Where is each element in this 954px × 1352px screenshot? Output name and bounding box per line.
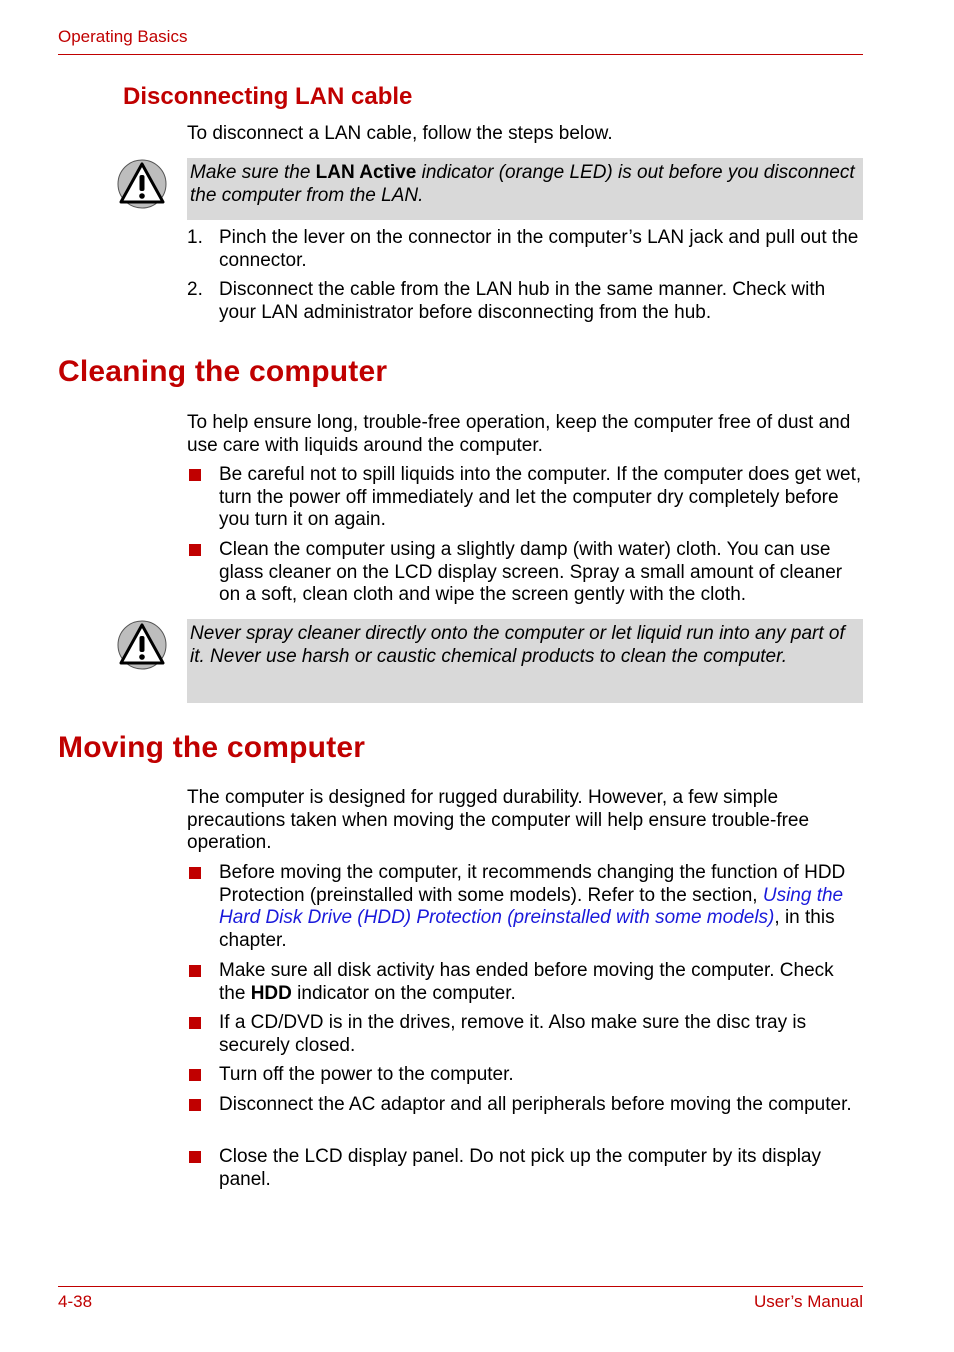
- moving-intro: The computer is designed for rugged durability. However, a few simple precautions taken when moving the computer will help ensure trouble-free operation.: [187, 787, 810, 853]
- warning-icon: [117, 159, 167, 209]
- step-number: 1.: [187, 227, 203, 248]
- heading-disconnecting-lan: Disconnecting LAN cable: [123, 83, 413, 110]
- step-text: Disconnect the cable from the LAN hub in the same manner. Check with your LAN administrator before disconnecting from the hub.: [219, 279, 826, 323]
- page-number: 4-38: [58, 1292, 93, 1311]
- running-header: Operating Basics: [58, 27, 188, 46]
- list-item-step-1: [187, 227, 863, 272]
- bold-term: HDD: [250, 982, 292, 1004]
- bullet-text-part: indicator on the computer.: [291, 982, 516, 1004]
- bullet-text: Disconnect the AC adaptor and all peripherals before moving the computer.: [219, 1094, 852, 1115]
- cleaning-intro: To help ensure long, trouble-free operation, keep the computer free of dust and use care with liquids around the computer.: [187, 412, 851, 456]
- list-item-cleaning-2: [187, 539, 863, 607]
- note-text: Make sure the: [190, 162, 316, 183]
- step-number: 2.: [187, 279, 203, 300]
- cleaning-caution-note: Never spray cleaner directly onto the computer or let liquid run into any part of it. Never use harsh or caustic chemical products to clean the computer.: [187, 619, 863, 703]
- list-item-moving-2: [187, 960, 863, 1005]
- square-bullet: [189, 544, 201, 556]
- warning-icon: [117, 620, 167, 670]
- list-item-moving-5: [187, 1094, 863, 1117]
- lan-intro: To disconnect a LAN cable, follow the steps below.: [187, 123, 613, 144]
- lan-caution-note: [187, 158, 863, 220]
- square-bullet: [189, 1151, 201, 1163]
- bullet-text: Close the LCD display panel. Do not pick up the computer by its display panel.: [219, 1146, 821, 1190]
- square-bullet: [189, 1069, 201, 1081]
- footer-rule: [58, 1286, 863, 1287]
- bullet-text-part: Before moving the computer, it recommends changing the function of HDD Protection (preinstalled with some models). Refer to the section,: [219, 862, 846, 906]
- heading-cleaning: Cleaning the computer: [58, 355, 388, 388]
- list-item-moving-4: [187, 1064, 863, 1087]
- header-rule: [58, 54, 863, 55]
- heading-moving: Moving the computer: [58, 731, 366, 764]
- note-text: indicator (orange LED) is out before you disconnect the computer from the LAN.: [190, 162, 855, 206]
- list-item-moving-3: [187, 1012, 863, 1057]
- bullet-text: If a CD/DVD is in the drives, remove it. Also make sure the disc tray is securely closed.: [219, 1012, 807, 1056]
- bullet-text: [219, 960, 863, 1005]
- square-bullet: [189, 867, 201, 879]
- footer-title: User’s Manual: [754, 1292, 863, 1311]
- hdd-protection-link[interactable]: Using the Hard Disk Drive (HDD) Protection (preinstalled with some models): [219, 884, 844, 928]
- note-bold-term: LAN Active: [315, 162, 417, 183]
- bullet-text-part: Make sure all disk activity has ended before moving the computer. Check the: [219, 960, 834, 1004]
- list-item-moving-6: [187, 1146, 863, 1191]
- square-bullet: [189, 469, 201, 481]
- bullet-text: Clean the computer using a slightly damp (with water) cloth. You can use glass cleaner on the LCD display screen. Spray a small amount of cleaner on a soft, clean cloth and wipe the screen gently with the cloth.: [219, 539, 843, 605]
- bullet-text-part: , in this chapter.: [219, 907, 835, 951]
- square-bullet: [189, 1099, 201, 1111]
- list-item-step-2: [187, 279, 863, 324]
- square-bullet: [189, 965, 201, 977]
- square-bullet: [189, 1017, 201, 1029]
- bullet-text: [219, 862, 863, 952]
- bullet-text: Turn off the power to the computer.: [219, 1064, 514, 1085]
- list-item-cleaning-1: [187, 464, 863, 532]
- list-item-moving-1: [187, 862, 863, 952]
- bullet-text: Be careful not to spill liquids into the computer. If the computer does get wet, turn the power off immediately and let the computer dry completely before you turn it on again.: [219, 464, 862, 530]
- step-text: Pinch the lever on the connector in the computer’s LAN jack and pull out the connector.: [219, 227, 859, 271]
